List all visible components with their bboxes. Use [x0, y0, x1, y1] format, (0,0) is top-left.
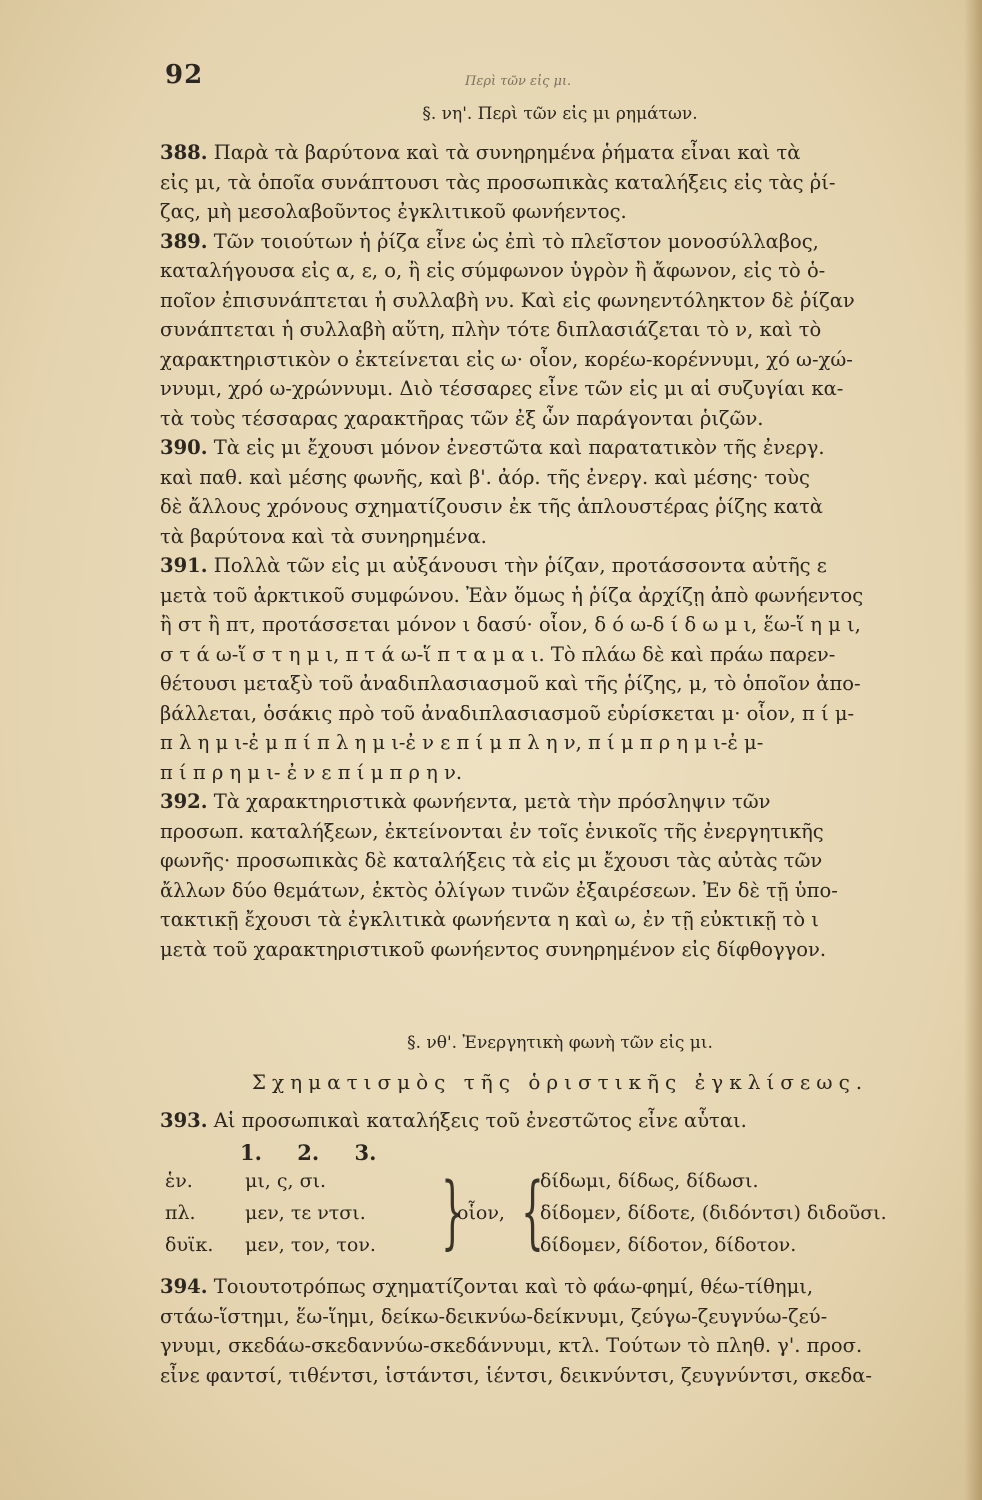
text-line: καὶ παθ. καὶ μέσης φωνῆς, καὶ β'. ἀόρ. τῆς ἐνεργ. καὶ μέσης· τοὺς — [160, 465, 810, 489]
paragraph-391 — [160, 551, 960, 787]
text-line: προσωπ. καταλήξεων, ἐκτείνονται ἐν τοῖς ἑνικοῖς τῆς ἐνεργητικῆς — [160, 819, 824, 843]
text-line: 392. Τὰ χαρακτηριστικὰ φωνήεντα, μετὰ τὴν πρόσληψιν τῶν — [160, 790, 771, 813]
paragraph-394 — [160, 1272, 960, 1390]
paragraph-number: 391. — [160, 554, 208, 577]
endings-table — [165, 1140, 955, 1270]
running-head: Περὶ τῶν εἰς μι. — [465, 74, 572, 89]
text-line: π λ η μ ι-ἐ μ π ί π λ η μ ι-ἐ ν ε π ί μ π λ η ν, π ί μ π ρ η μ ι-ἐ μ- — [160, 731, 764, 754]
text-line: δὲ ἄλλους χρόνους σχηματίζουσιν ἐκ τῆς ἁπλουστέρας ῥίζης κατὰ — [160, 495, 823, 518]
paragraph-number: 389. — [160, 229, 208, 253]
body-text — [160, 138, 960, 964]
text-line: εἶνε φαντσί, τιθέντσι, ἱστάντσι, ἱέντσι, δεικνύντσι, ζευγνύντσι, σκεδα- — [160, 1363, 873, 1387]
row-label: πλ. — [165, 1202, 196, 1224]
row-example: δίδωμι, δίδως, δίδωσι. — [540, 1170, 759, 1192]
text-line: μετὰ τοῦ χαρακτηριστικοῦ φωνήεντος συνηρημένον εἰς δίφθογγον. — [160, 937, 827, 961]
text-line: στάω-ἵστημι, ἕω-ἵημι, δείκω-δεικνύω-δείκνυμι, ζεύγω-ζευγνύω-ζεύ- — [160, 1304, 828, 1328]
page-number: 92 — [165, 60, 204, 90]
paragraph-388 — [160, 138, 960, 227]
text-line: 394. Τοιουτοτρόπως σχηματίζονται καὶ τὸ φάω-φημί, θέω-τίθημι, — [160, 1275, 814, 1298]
right-brace: } — [440, 1165, 464, 1258]
text-line: τακτικῇ ἔχουσι τὰ ἐγκλιτικὰ φωνήεντα η καὶ ω, ἐν τῇ εὐκτικῇ τὸ ι — [160, 908, 819, 931]
text-line: ἢ στ ἢ πτ, προτάσσεται μόνον ι δασύ· οἷον, δ ό ω-δ ί δ ω μ ι, ἕω-ἵ η μ ι, — [160, 613, 861, 636]
table-row — [165, 1170, 955, 1198]
text-line: φωνῆς· προσωπικὰς δὲ καταλήξεις τὰ εἰς μι ἔχουσι τὰς αὐτὰς τῶν — [160, 849, 823, 872]
section-title-nth: §. νθ'. Ἐνεργητικὴ φωνὴ τῶν εἰς μι. — [407, 1033, 713, 1053]
section-subtitle: Σχηματισμὸς τῆς ὁριστικῆς ἐγκλίσεως. — [251, 1070, 869, 1094]
paragraph-number: 392. — [160, 790, 208, 813]
page-header — [165, 60, 942, 100]
text-line: 389. Τῶν τοιούτων ἡ ῥίζα εἶνε ὡς ἐπὶ τὸ πλεῖστον μονοσύλλαβος, — [160, 229, 819, 253]
paragraph-389 — [160, 227, 960, 434]
row-endings: μεν, τε ντσι. — [245, 1202, 366, 1224]
text-line: θέτουσι μεταξὺ τοῦ ἀναδιπλασιασμοῦ καὶ τῆς ῥίζης, μ, τὸ ὁποῖον ἀπο- — [160, 672, 861, 695]
row-example: δίδομεν, δίδοτε, (διδόντσι) διδοῦσι. — [540, 1202, 887, 1224]
table-row — [165, 1234, 955, 1262]
table-row — [165, 1202, 955, 1230]
row-endings: μι, ς, σι. — [245, 1170, 327, 1192]
left-brace: { — [520, 1165, 544, 1258]
text-line: ἄλλων δύο θεμάτων, ἐκτὸς ὀλίγων τινῶν ἐξαιρέσεων. Ἐν δὲ τῇ ὑπο- — [160, 878, 838, 902]
text-line: βάλλεται, ὁσάκις πρὸ τοῦ ἀναδιπλασιασμοῦ εὑρίσκεται μ· οἷον, π ί μ- — [160, 701, 855, 725]
text-line: 388. Παρὰ τὰ βαρύτονα καὶ τὰ συνηρημένα ῥήματα εἶναι καὶ τὰ — [160, 141, 801, 164]
text-line: σ τ ά ω-ἵ σ τ η μ ι, π τ ά ω-ἵ π τ α μ α ι. Τὸ πλάω δὲ καὶ πράω παρεν- — [160, 642, 836, 666]
text-line: ζας, μὴ μεσολαβοῦντος ἐγκλιτικοῦ φωνήεντος. — [160, 200, 627, 223]
text-line: 393. Αἱ προσωπικαὶ καταλήξεις τοῦ ἐνεστῶτος εἶνε αὗται. — [160, 1109, 747, 1132]
text-line: εἰς μι, τὰ ὁποῖα συνάπτουσι τὰς προσωπικὰς καταλήξεις εἰς τὰς ῥί- — [160, 170, 836, 194]
paragraph-number: 394. — [160, 1275, 208, 1298]
text-line: γνυμι, σκεδάω-σκεδαννύω-σκεδάννυμι, κτλ. Τούτων τὸ πληθ. γ'. προσ. — [160, 1334, 863, 1357]
text-line: μετὰ τοῦ ἀρκτικοῦ συμφώνου. Ἐὰν ὅμως ἡ ῥίζα ἀρχίζῃ ἀπὸ φωνήεντος — [160, 583, 864, 607]
row-endings: μεν, τον, τον. — [245, 1234, 376, 1256]
section-title-nh: §. νη'. Περὶ τῶν εἰς μι ρημάτων. — [422, 104, 698, 124]
paragraph-number: 388. — [160, 141, 208, 164]
page-fold-shadow — [964, 0, 982, 1500]
text-line: καταλήγουσα εἰς α, ε, ο, ἢ εἰς σύμφωνον ὑγρὸν ἢ ἄφωνον, εἰς τὸ ὁ- — [160, 259, 826, 282]
text-line: τὰ βαρύτονα καὶ τὰ συνηρημένα. — [160, 524, 487, 548]
text-line: τὰ τοὺς τέσσαρας χαρακτῆρας τῶν ἐξ ὧν παράγονται ῥιζῶν. — [160, 406, 764, 430]
paragraph-number: 390. — [160, 436, 208, 459]
paragraph-number: 393. — [160, 1109, 208, 1132]
text-line: 390. Τὰ εἰς μι ἔχουσι μόνον ἐνεστῶτα καὶ παρατατικὸν τῆς ἐνεργ. — [160, 436, 825, 459]
paragraph-390 — [160, 433, 960, 551]
paragraph-392 — [160, 787, 960, 964]
text-line: 391. Πολλὰ τῶν εἰς μι αὐξάνουσι τὴν ῥίζαν, προτάσσοντα αὐτῆς ε — [160, 554, 827, 577]
row-label: ἑν. — [165, 1170, 193, 1192]
oion-label: οἷον, — [457, 1202, 505, 1224]
text-line: ποῖον ἐπισυνάπτεται ἡ συλλαβὴ νυ. Καὶ εἰς φωνηεντόληκτον δὲ ῥίζαν — [160, 288, 855, 312]
text-line: π ί π ρ η μ ι- ἐ ν ε π ί μ π ρ η ν. — [160, 760, 463, 784]
paragraph-393 — [160, 1106, 960, 1136]
text-line: συνάπτεται ἡ συλλαβὴ αὕτη, πλὴν τότε διπλασιάζεται τὸ ν, καὶ τὸ — [160, 318, 822, 341]
text-line: ννυμι, χρό ω-χρώννυμι. Διὸ τέσσαρες εἶνε τῶν εἰς μι αἱ συζυγίαι κα- — [160, 377, 844, 400]
row-label: δυϊκ. — [165, 1234, 214, 1256]
table-column-numbers: 1. 2. 3. — [240, 1140, 377, 1165]
row-example: δίδομεν, δίδοτον, δίδοτον. — [540, 1234, 797, 1256]
text-line: χαρακτηριστικὸν ο ἐκτείνεται εἰς ω· οἷον, κορέω-κορέννυμι, χό ω-χώ- — [160, 347, 853, 371]
